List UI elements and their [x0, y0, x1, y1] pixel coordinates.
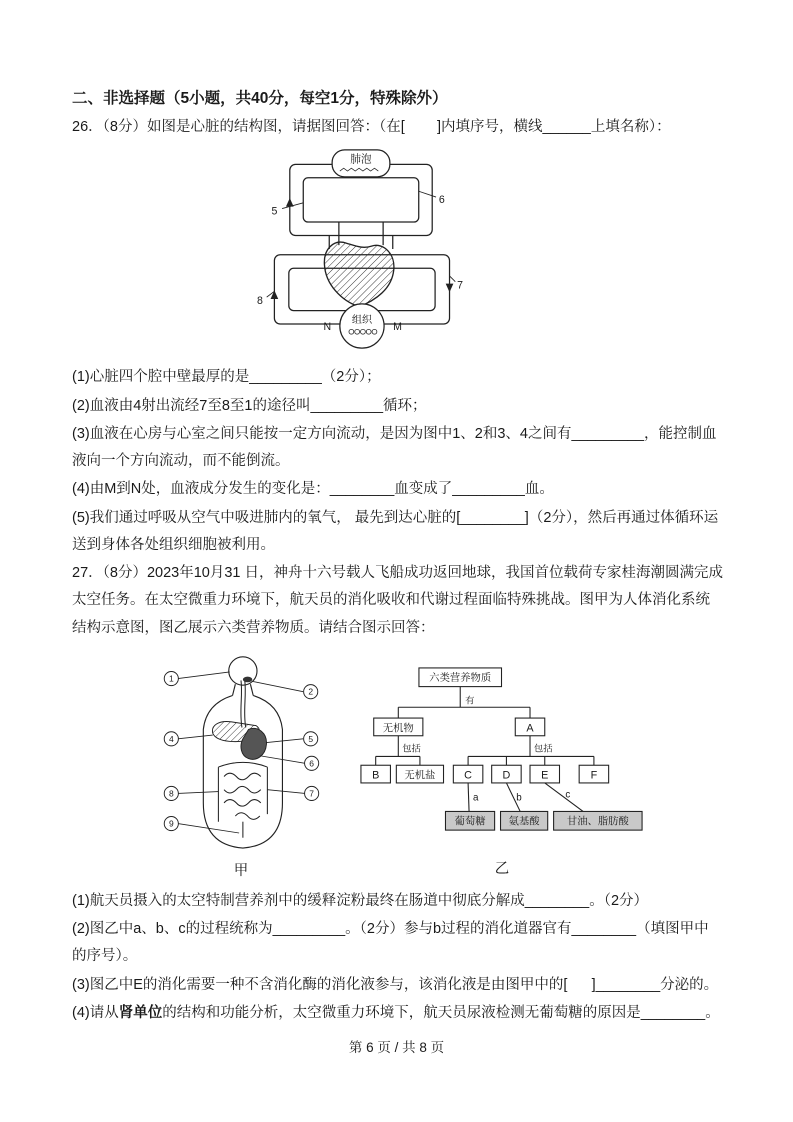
label-6: 6: [438, 194, 445, 207]
label-8: 8: [257, 295, 263, 308]
circled-number-2: 2: [308, 686, 314, 697]
label-7-tick: [450, 276, 456, 282]
mark-n-label: N: [323, 321, 332, 334]
page-footer: 第 6 页 / 共 8 页: [348, 1040, 445, 1055]
q27-sub-4-suffix: 的结构和功能分析，太空微重力环境下，航天员尿液检测无葡萄糖的原因是________。: [162, 1004, 720, 1021]
circled-number-7: 7: [309, 788, 314, 799]
figure-jia: [160, 652, 322, 880]
box-f-label: F: [590, 769, 598, 782]
heart-figure: [230, 147, 723, 356]
digestive-system-diagram: [160, 652, 322, 852]
section-title: 二、非选择题（5小题，共40分，每空1分，特殊除外）: [72, 90, 448, 107]
q27-sub-4-prefix: (4)请从: [72, 1004, 119, 1021]
glucose-box-label: 葡萄糖: [454, 816, 486, 828]
circled-number-5: 5: [308, 733, 314, 744]
label-5: 5: [271, 205, 278, 218]
edge-a-label: a: [473, 792, 479, 804]
flow-arrow-icon: [446, 284, 454, 293]
q27-intro: 27．（8分）2023年10月31 日，神舟十六号载人飞船成功返回地球，我国首位载荷专家桂海潮圆满完成太空任务。在太空微重力环境下，航天员的消化吸收和代谢过程面临特殊挑战。图甲为人体消化系统结构示意图，图乙展示六类营养物质。请结合图示回答：: [72, 565, 723, 636]
q26-intro: 26．（8分）如图是心脏的结构图，请据图回答：（在[ ]内填序号，横线______上填名称）：: [72, 119, 671, 135]
label-5-tick: [282, 203, 303, 209]
q27-sub-3: (3)图乙中E的消化需要一种不含消化酶的消化液参与，该消化液是由图甲中的[ ]________分泌的。: [72, 976, 719, 993]
esophagus: [241, 680, 246, 727]
edge-c-label: c: [565, 789, 571, 801]
circled-number-9: 9: [168, 818, 174, 829]
mouth-shape: [243, 676, 252, 682]
q27-sub-1: (1)航天员摄入的太空特制营养剂中的缓释淀粉最终在肠道中彻底分解成________。（2分）: [72, 892, 649, 909]
q26-sub-1: (1)心脏四个腔中壁最厚的是_________（2分）；: [72, 369, 381, 386]
q27-figures: [160, 652, 723, 880]
edge-b-label: b: [516, 792, 522, 804]
box-a-label: A: [526, 722, 534, 735]
box-d-label: D: [502, 769, 511, 782]
label-6-tick: [419, 192, 436, 198]
glycerol-box-label: 甘油、脂肪酸: [566, 816, 629, 828]
edge-root-label: 有: [465, 695, 475, 706]
tissue-label: 组织: [351, 315, 373, 327]
q27-sub-4-keyword: 肾单位: [118, 1004, 163, 1021]
q27-sub-2: (2)图乙中a、b、c的过程统称为_________。（2分）参与b过程的消化道器官有________（填图甲中的序号）。: [72, 921, 709, 965]
q26-sub-3: (3)血液在心房与心室之间只能按一定方向流动，是因为图中1、2和3、4之间有_________，能控制血液向一个方向流动，而不能倒流。: [72, 425, 717, 469]
root-box-label: 六类营养物质: [429, 672, 492, 684]
q26-sub-5: (5)我们通过呼吸从空气中吸进肺内的氧气， 最先到达心脏的[________]（2分），然后再通过体循环运送到身体各处组织细胞被利用。: [72, 509, 719, 553]
circled-number-8: 8: [168, 788, 174, 799]
circled-number-4: 4: [168, 733, 174, 744]
circled-number-6: 6: [309, 758, 314, 769]
circled-number-1: 1: [168, 673, 174, 684]
heart-shape: [324, 242, 394, 307]
intestines: [218, 762, 267, 837]
figure-yi-caption: 乙: [494, 860, 510, 877]
nutrients-flowchart: [356, 664, 648, 837]
box-c-label: C: [464, 769, 472, 782]
figure-jia-caption: 甲: [233, 862, 249, 879]
q26-sub-4: (4)由M到N处，血液成分发生的变化是：________血变成了_________血。: [72, 481, 554, 498]
inorganic-box-label: 无机物: [382, 723, 414, 735]
q27-sub-4: [72, 1000, 723, 1027]
mark-m-label: M: [393, 321, 402, 334]
salt-box-label: 无机盐: [404, 770, 436, 782]
heart-circulation-diagram: [230, 147, 492, 351]
label-7: 7: [457, 279, 464, 292]
box-e-label: E: [541, 769, 549, 782]
q26-sub-2: (2)血液由4射出流经7至8至1的途径叫_________循环；: [72, 397, 427, 414]
amino-box-label: 氨基酸: [508, 816, 540, 828]
edge-right-label: 包括: [533, 743, 553, 754]
figure-yi: [356, 664, 648, 878]
box-b-label: B: [372, 769, 380, 782]
edge-left-label: 包括: [402, 743, 421, 754]
alveoli-label: 肺泡: [350, 153, 372, 166]
